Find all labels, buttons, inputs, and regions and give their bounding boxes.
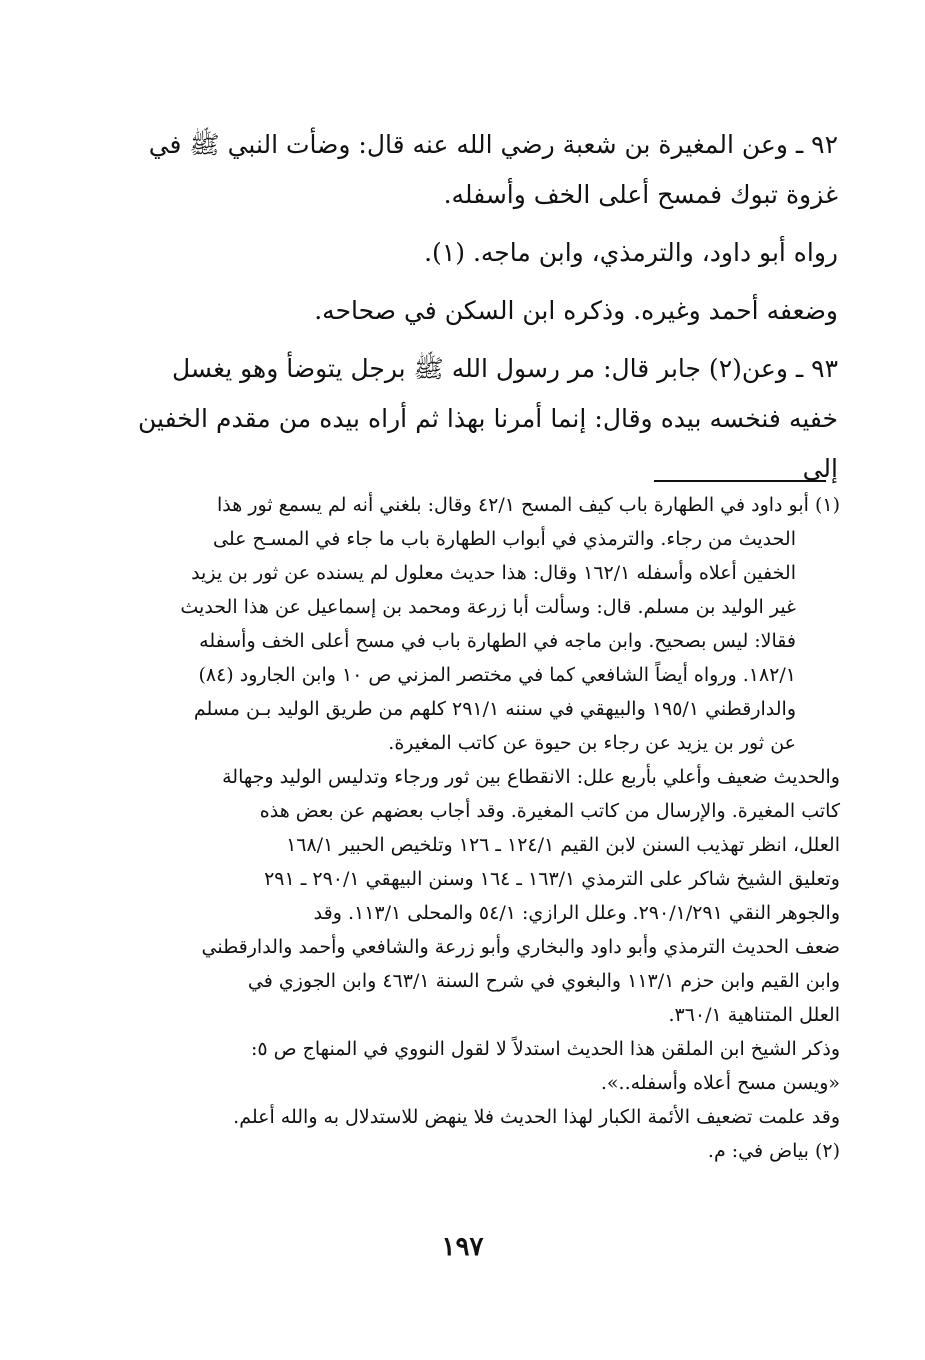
hadith-92-line-2: غزوة تبوك فمسح أعلى الخف وأسفله.	[443, 180, 838, 209]
footnote-1-line	[122, 488, 840, 522]
hadith-92-line-1: ٩٢ ـ وعن المغيرة بن شعبة رضي الله عنه قال: وضأت النبي ﷺ في	[148, 130, 838, 159]
footnote-para-3-line: وذكر الشيخ ابن الملقن هذا الحديث استدلاً لا لقول النووي في المنهاج ص ٥:	[250, 1038, 840, 1060]
footnote-1-line: غير الوليد بن مسلم. قال: وسألت أبا زرعة ومحمد بن إسماعيل عن هذا الحديث	[180, 596, 796, 618]
main-text	[138, 120, 838, 494]
page-number: ١٩٧	[441, 1232, 484, 1262]
hadith-92-source: رواه أبو داود، والترمذي، وابن ماجه. (١).	[424, 238, 838, 267]
footnote-para-2-line: وابن القيم وابن حزم ١١٣/١ والبغوي في شرح السنة ٤٦٣/١ وابن الجوزي في	[247, 970, 840, 992]
hadith-93-line-2: خفيه فنخسه بيده وقال: إنما أمرنا بهذا ثم أراه بيده من مقدم الخفين إلى	[138, 404, 838, 483]
footnote-para-4: وقد علمت تضعيف الأئمة الكبار لهذا الحديث فلا ينهض للاستدلال به والله أعلم.	[233, 1106, 840, 1128]
footnote-1-line: الحديث من رجاء. والترمذي في أبواب الطهارة باب ما جاء في المسـح على	[213, 528, 796, 550]
footnote-1-line: عن ثور بن يزيد عن رجاء بن حيوة عن كاتب المغيرة.	[388, 732, 796, 754]
footnote-separator	[654, 480, 826, 482]
footnote-para-3-line: «ويسن مسح أعلاه وأسفله..».	[600, 1072, 840, 1094]
footnote-1-number: (١)	[814, 494, 840, 516]
hadith-92-weakness: وضعفه أحمد وغيره. وذكره ابن السكن في صحاحه.	[314, 296, 838, 325]
footnote-para-2-line: العلل المتناهية ٣٦٠/١.	[668, 1004, 840, 1026]
footnote-para-2-line: وتعليق الشيخ شاكر على الترمذي ١٦٣/١ ـ ١٦٤ وسنن البيهقي ٢٩٠/١ ـ ٢٩١	[264, 868, 840, 890]
footnote-1-text: أبو داود في الطهارة باب كيف المسح ٤٢/١ وقال: بلغني أنه لم يسمع ثور هذا	[217, 494, 809, 516]
footnote-2: (٢) بياض في: م.	[707, 1140, 840, 1162]
footnote-para-2-line: والجوهر النقي ٢٩٠/١/٢٩١. وعلل الرازي: ٥٤/١ والمحلى ١١٣/١. وقد	[313, 902, 840, 924]
footnote-1-line: فقالا: ليس بصحيح. وابن ماجه في الطهارة باب في مسح أعلى الخف وأسفله	[199, 630, 796, 652]
footnote-para-2-line: كاتب المغيرة. والإرسال من كاتب المغيرة. وقد أجاب بعضهم عن بعض هذه	[259, 800, 840, 822]
footnote-1-line: ١٨٢/١. ورواه أيضاً الشافعي كما في مختصر المزني ص ١٠ وابن الجارود (٨٤)	[198, 664, 796, 686]
footnotes	[122, 488, 840, 1168]
hadith-93-line-1: ٩٣ ـ وعن(٢) جابر قال: مر رسول الله ﷺ برجل يتوضأ وهو يغسل	[171, 354, 838, 383]
footnote-para-2-line: والحديث ضعيف وأعلي بأربع علل: الانقطاع بين ثور ورجاء وتدليس الوليد وجهالة	[222, 766, 840, 788]
footnote-1-line: الخفين أعلاه وأسفله ١٦٢/١ وقال: هذا حديث معلول لم يسنده عن ثور بن يزيد	[191, 562, 796, 584]
footnote-1-line: والدارقطني ١٩٥/١ والبيهقي في سننه ٢٩١/١ كلهم من طريق الوليد بـن مسلم	[193, 698, 796, 720]
footnote-para-2-line: ضعف الحديث الترمذي وأبو داود والبخاري وأبو زرعة والشافعي وأحمد والدارقطني	[201, 936, 840, 958]
footnote-para-2-line: العلل، انظر تهذيب السنن لابن القيم ١٢٤/١ ـ ١٢٦ وتلخيص الحبير ١٦٨/١	[286, 834, 840, 856]
